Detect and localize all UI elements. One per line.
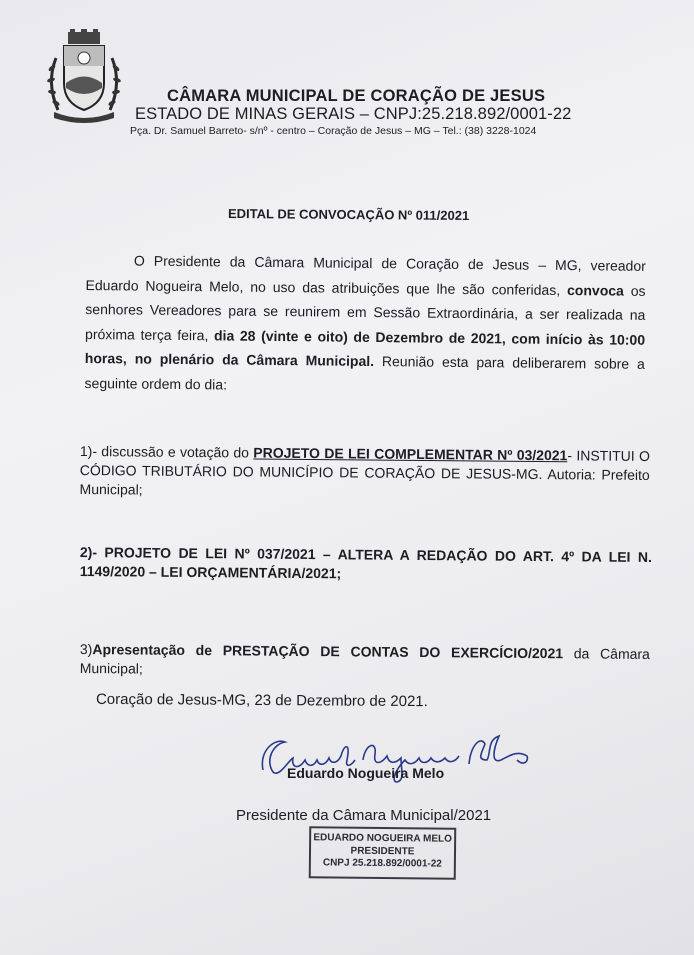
agenda-item-1-prefix: 1)- discussão e votação do	[79, 442, 254, 461]
agenda-item-3	[80, 640, 650, 683]
session-date: dia 28 (vinte e oito) de Dezembro de 2021, com início às 10:00 horas, no plenário da Câmara Municipal.	[84, 326, 646, 370]
chamber-title: CÂMARA MUNICIPAL DE CORAÇÃO DE JESUS	[167, 87, 546, 105]
agenda-item-1	[80, 442, 650, 504]
stamp-line-cnpj: CNPJ 25.218.892/0001-22	[322, 857, 442, 870]
stamp-line-name: EDUARDO NOGUEIRA MELO	[313, 832, 452, 845]
agenda-item-3-title: Apresentação de PRESTAÇÃO DE CONTAS DO EXERCÍCIO/2021	[92, 641, 564, 662]
signer-role: Presidente da Câmara Municipal/2021	[236, 807, 492, 824]
edict-body-paragraph	[84, 248, 646, 401]
agenda-item-3-prefix: 3)	[79, 640, 93, 658]
body-text-1: O Presidente da Câmara Municipal de Coração de Jesus – MG, vereador	[133, 252, 646, 274]
agenda-item-1-rest: - INSTITUI O CÓDIGO TRIBUTÁRIO DO MUNICÍPIO DE CORAÇÃO DE JESUS-MG. Autoria: Prefeito Municipal;	[79, 447, 650, 498]
body-text-3: os senhores Vereadores para se reunirem em Sessão Extraordinária, a ser realizada na próxima terça feira,	[85, 282, 646, 343]
agenda-item-2: 2)- PROJETO DE LEI Nº 037/2021 – ALTERA A REDAÇÃO DO ART. 4º DA LEI N. 1149/2020 – LEI ORÇAMENTÁRIA/2021;	[79, 543, 652, 582]
state-cnpj-line: ESTADO DE MINAS GERAIS – CNPJ:25.218.892/0001-22	[135, 105, 572, 123]
agenda-item-3-rest: da Câmara Municipal;	[79, 645, 650, 677]
place-date-line: Coração de Jesus-MG, 23 de Dezembro de 2021.	[95, 690, 428, 711]
edict-title: EDITAL DE CONVOCAÇÃO Nº 011/2021	[227, 205, 470, 224]
convoca-word: convoca	[566, 281, 624, 299]
agenda-item-1-project: PROJETO DE LEI COMPLEMENTAR Nº 03/2021	[253, 444, 568, 464]
body-text-2: , no uso das atribuições que lhe são conferidas,	[239, 278, 568, 298]
signer-name: Eduardo Nogueira Melo	[287, 765, 445, 781]
municipal-crest-icon	[44, 28, 124, 123]
stamp-line-role: PRESIDENTE	[350, 845, 415, 857]
address-line: Pça. Dr. Samuel Barreto- s/nº - centro – Coração de Jesus – MG – Tel.: (38) 3228-1024	[130, 125, 537, 137]
president-name-inline: Eduardo Nogueira Melo	[85, 276, 240, 295]
body-text-4: Reunião esta para deliberarem sobre a seguinte ordem do dia:	[84, 353, 645, 392]
official-stamp	[309, 826, 457, 880]
